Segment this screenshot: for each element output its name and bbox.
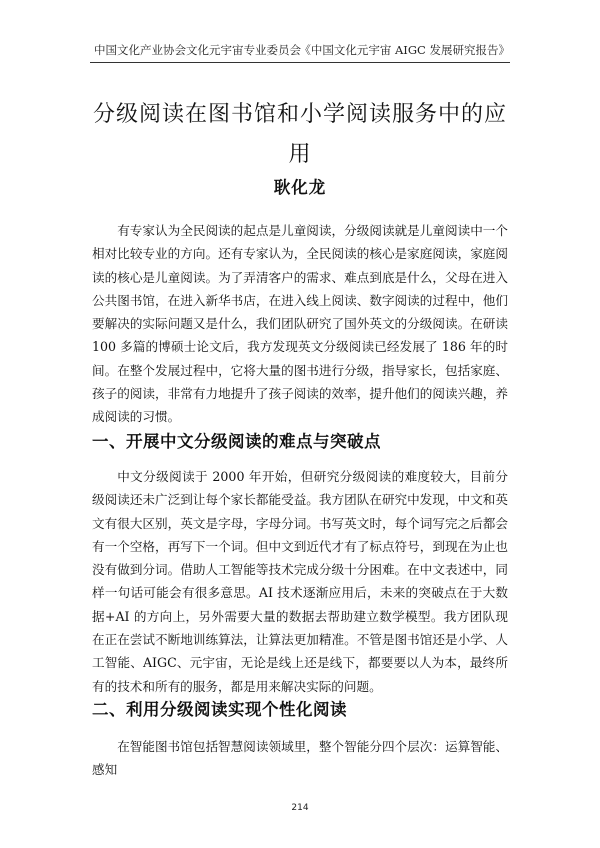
header-report-title: 《中国文化元宇宙 AIGC 发展研究报告》	[299, 43, 510, 57]
body-paragraph-2: 中文分级阅读于 2000 年开始，但研究分级阅读的难度较大，目前分级阅读还未广泛到让每个家长都能受益。我方团队在研究中发现，中文和英文有很大区别，英文是字母，字母分词。书写英文时，每个词写完之后都会有一个空格，再写下一个词。但中文到近代才有了标点符号，到现在为止也没有做到分词。借助人工智能等技术完成分级十分困难。在中文表述中，同样一句话可能会有很多意思。AI 技术逐渐应用后，未来的突破点在于大数据+AI 的方向上，另外需要大量的数据去帮助建立数学模型。我方团队现在正在尝试不断地训练算法，让算法更加精准。不管是图书馆还是小学、人工智能、AIGC、元宇宙，无论是线上还是线下，都要要以人为本，最终所有的技术和所有的服务，都是用来解决实际的问题。	[92, 469, 508, 694]
header-divider	[90, 62, 510, 63]
section-heading-1: 一、开展中文分级阅读的难点与突破点	[92, 432, 381, 451]
body-paragraph-3: 在智能图书馆包括智慧阅读领域里，整个智能分四个层次：运算智能、感知	[92, 739, 508, 778]
article-author: 耿化龙	[273, 178, 327, 197]
section-heading-2: 二、利用分级阅读实现个性化阅读	[92, 700, 347, 719]
body-paragraph-1: 有专家认为全民阅读的起点是儿童阅读，分级阅读就是儿童阅读中一个相对比较专业的方向。还有专家认为，全民阅读的核心是家庭阅读，家庭阅读的核心是儿童阅读。为了弄清客户的需求、难点到底是什么，父母在进入公共图书馆，在进入新华书店，在进入线上阅读、数字阅读的过程中，他们要解决的实际问题又是什么，我们团队研究了国外英文的分级阅读。在研读 100 多篇的博硕士论文后，我方发现英文分级阅读已经发展了 186 年的时间。在整个发展过程中，它将大量的图书进行分级，指导家长，包括家庭、孩子的阅读，非常有力地提升了孩子阅读的效率，提升他们的阅读兴趣，养成阅读的习惯。	[92, 223, 508, 425]
running-header	[94, 42, 510, 62]
page-number: 214	[291, 803, 309, 813]
header-organization: 中国文化产业协会文化元宇宙专业委员会	[94, 43, 301, 57]
article-title: 分级阅读在图书馆和小学阅读服务中的应用	[92, 101, 507, 167]
